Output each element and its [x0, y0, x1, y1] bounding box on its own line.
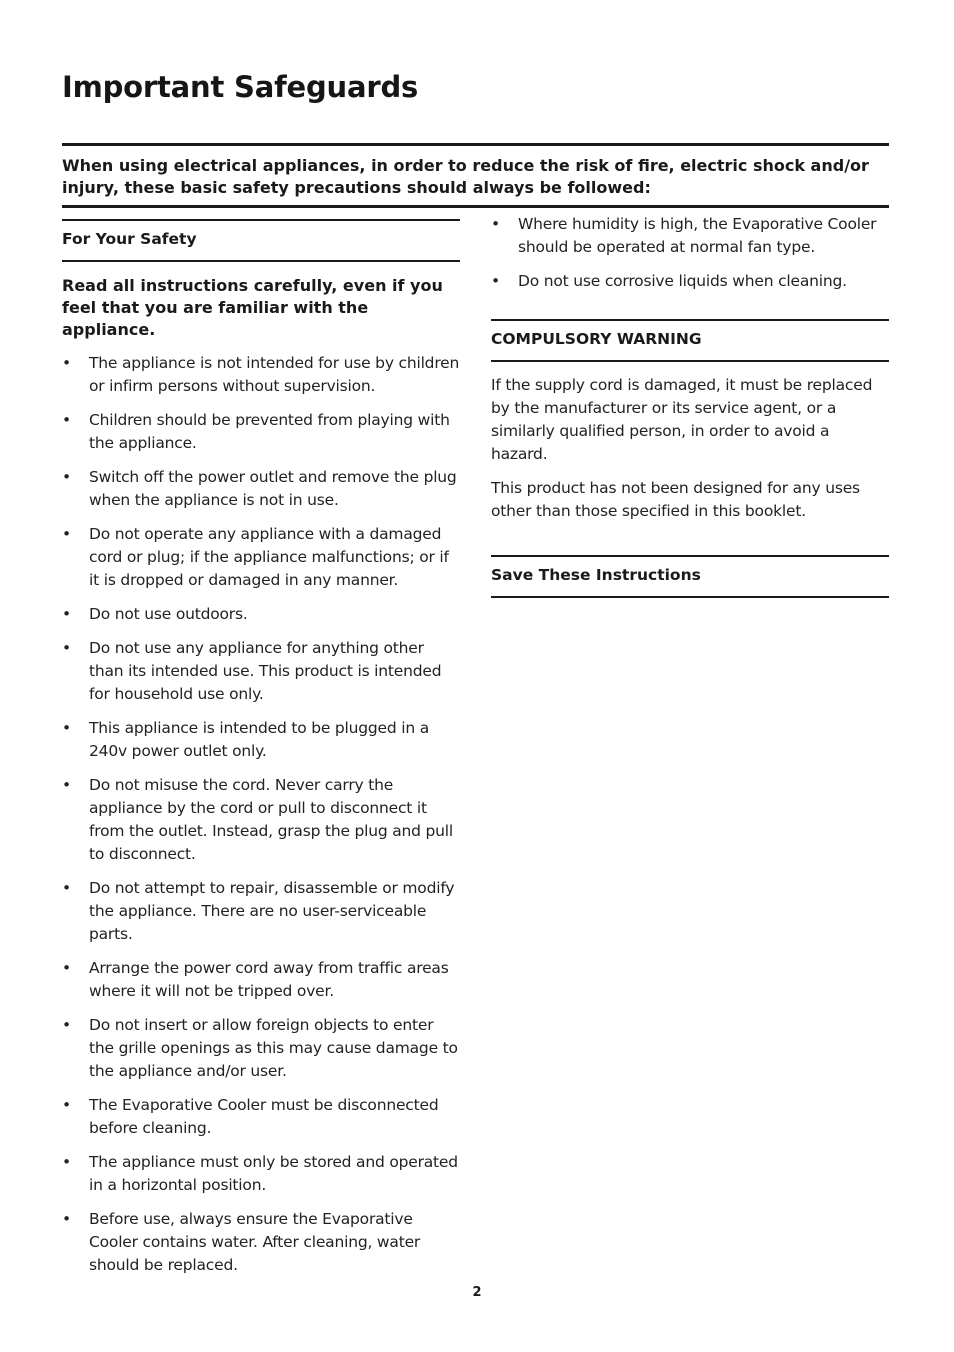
warning-paragraph: This product has not been designed for any uses other than those specified in this booklet. [491, 479, 860, 520]
list-item: • The Evaporative Cooler must be disconnected before cleaning. [62, 1096, 439, 1137]
list-item: • Do not use outdoors. [62, 603, 460, 626]
list-item: • Do not use any appliance for anything other than its intended use. This product is intended for household use only. [62, 639, 442, 703]
bullet-icon: • [62, 411, 71, 429]
list-item: • Arrange the power cord away from traffic areas where it will not be tripped over. [62, 959, 449, 1000]
bullet-icon: • [62, 525, 71, 543]
page-number: 2 [472, 1285, 482, 1300]
bullet-icon: • [62, 1016, 71, 1034]
list-item: • The appliance must only be stored and operated in a horizontal position. [62, 1153, 458, 1194]
bullet-icon: • [62, 605, 71, 623]
bullet-icon: • [62, 1210, 71, 1228]
bullet-icon: • [62, 959, 71, 977]
safety-list [62, 352, 460, 1277]
list-item: • Do not misuse the cord. Never carry the appliance by the cord or pull to disconnect it from the outlet. Instead, grasp the plug and pull to disconnect. [62, 776, 454, 863]
bullet-icon: • [62, 879, 71, 897]
list-item: • Do not operate any appliance with a damaged cord or plug; if the appliance malfunctions; or if it is dropped or damaged in any manner. [62, 525, 449, 589]
list-item: • Do not use corrosive liquids when cleaning. [491, 270, 889, 293]
list-item: • Before use, always ensure the Evaporative Cooler contains water. After cleaning, water should be replaced. [62, 1210, 421, 1274]
bullet-icon: • [62, 639, 71, 657]
bullet-icon: • [62, 1153, 71, 1171]
list-item: • Switch off the power outlet and remove the plug when the appliance is not in use. [62, 468, 457, 509]
bullet-icon: • [491, 272, 500, 290]
bullet-icon: • [62, 1096, 71, 1114]
bullet-icon: • [491, 215, 500, 233]
list-item: • Do not insert or allow foreign objects to enter the grille openings as this may cause damage to the appliance and/or user. [62, 1016, 458, 1080]
intro-statement: When using electrical appliances, in order to reduce the risk of fire, electric shock and/or injury, these basic safety precautions should always be followed: [62, 143, 889, 208]
bullet-icon: • [62, 776, 71, 794]
bullet-icon: • [62, 719, 71, 737]
safety-list-continued [491, 213, 889, 293]
compulsory-warning-heading: COMPULSORY WARNING [491, 319, 889, 362]
warning-paragraph: If the supply cord is damaged, it must be replaced by the manufacturer or its service agent, or a similarly qualified person, in order to avoid a hazard. [491, 376, 873, 463]
read-instructions-lead: Read all instructions carefully, even if you feel that you are familiar with the appliance. [62, 276, 443, 339]
page-title: Important Safeguards [62, 70, 419, 104]
left-column [62, 219, 460, 1277]
list-item: • Where humidity is high, the Evaporative Cooler should be operated at normal fan type. [491, 215, 877, 256]
save-instructions-heading: Save These Instructions [491, 555, 889, 598]
list-item: • The appliance is not intended for use by children or infirm persons without supervision. [62, 354, 460, 395]
bullet-icon: • [62, 468, 71, 486]
for-your-safety-heading: For Your Safety [62, 219, 460, 262]
list-item: • This appliance is intended to be plugged in a 240v power outlet only. [62, 719, 430, 760]
list-item: • Do not attempt to repair, disassemble or modify the appliance. There are no user-serviceable parts. [62, 879, 455, 943]
list-item: • Children should be prevented from playing with the appliance. [62, 411, 450, 452]
right-column [491, 213, 889, 598]
bullet-icon: • [62, 354, 71, 372]
